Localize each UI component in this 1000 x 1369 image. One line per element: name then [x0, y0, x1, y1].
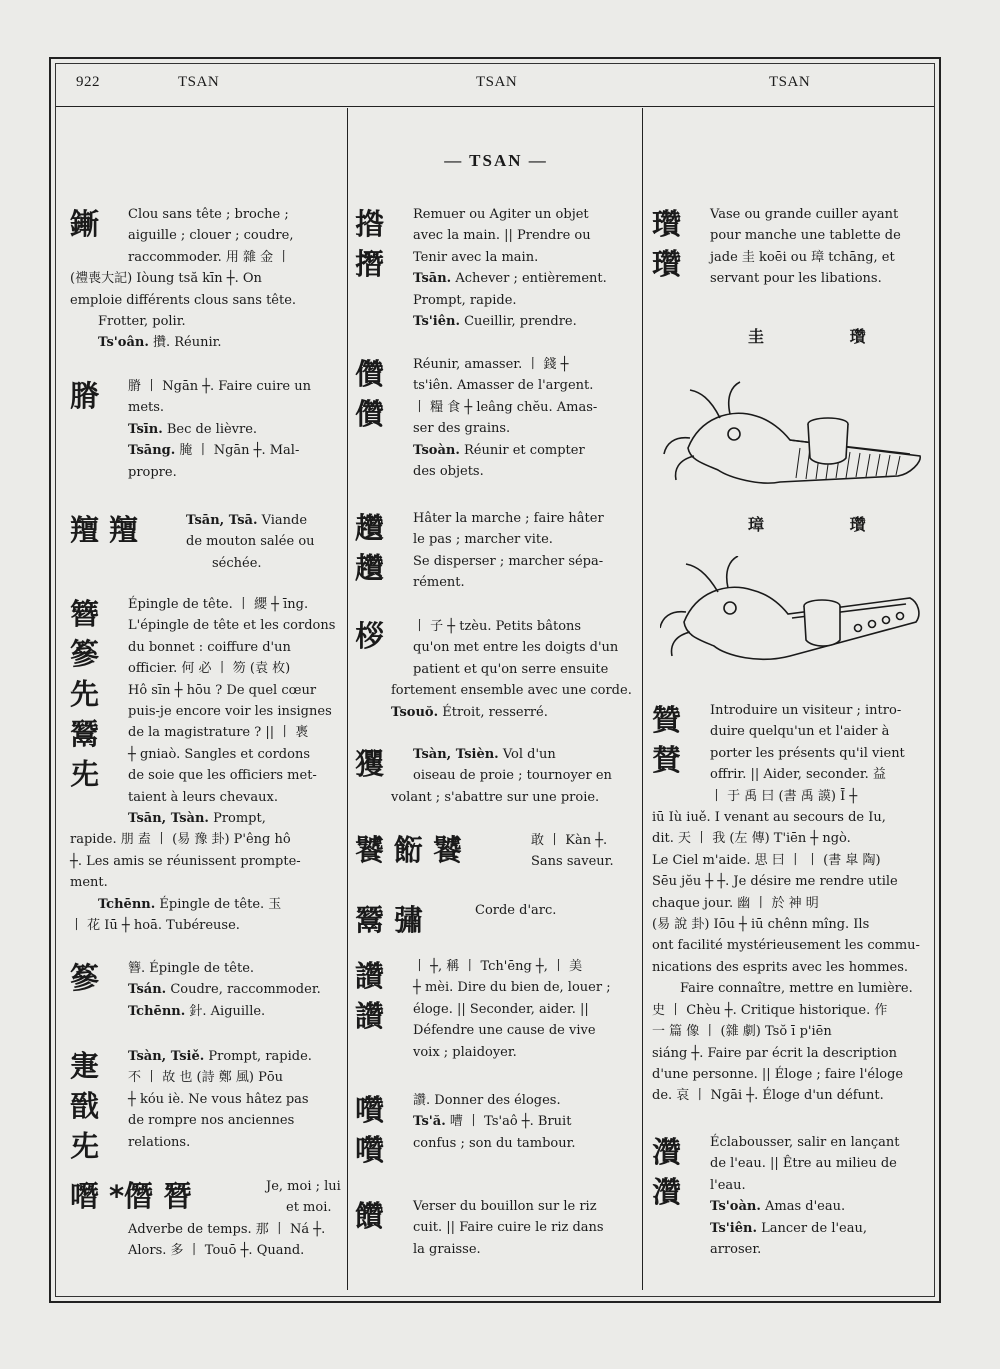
headword: 寁 戩 兂 [70, 1049, 100, 1163]
sub-reading: Ts'oàn. Amas d'eau. [710, 1199, 846, 1215]
definition-line: (易 說 卦) Iōu ┼ iū chênn mîng. Ils [652, 917, 870, 933]
definition-line: pour manche une tablette de [710, 228, 901, 244]
definition-line: de l'eau. || Être au milieu de [710, 1156, 897, 1172]
definition-line: servant pour les libations. [710, 271, 882, 287]
definition-line: Verser du bouillon sur le riz [413, 1199, 597, 1214]
definition-line: 讚. Donner des éloges. [413, 1093, 561, 1108]
entry-col2-6 [355, 830, 637, 873]
sub-reading: Tsān, Tsā. Viande [186, 513, 308, 528]
definition-line: 簪. Épingle de tête. [128, 961, 255, 976]
entry-col2-7 [355, 900, 637, 937]
sub-reading: Tsoàn. Réunir et compter [413, 442, 585, 458]
entry-col2-1 [355, 204, 637, 332]
definition-line: ts'iên. Amasser de l'argent. [413, 378, 594, 394]
definition-line: de mouton salée ou [186, 534, 315, 550]
definition-line: ┼ mèi. Dire du bien de, louer ; [413, 980, 611, 996]
headword: 讚 讚 [355, 959, 385, 1033]
definition-line: duire quelqu'un et l'aider à [710, 724, 890, 740]
definition-line: 丨 子 ┼ tzèu. Petits bâtons [413, 619, 582, 634]
headword: 灒 灒 [652, 1135, 682, 1209]
definition-line: éloge. || Seconder, aider. || [413, 1001, 589, 1017]
entry-col1-1 [70, 204, 342, 354]
header-left-keyword: TSAN [178, 74, 220, 90]
sub-reading: Tsān. Achever ; entièrement. [413, 271, 607, 287]
headword: 饡 [355, 1199, 385, 1233]
definition-line: siáng ┼. Faire par écrit la description [652, 1045, 897, 1061]
definition-line: taient à leurs chevaux. [128, 789, 278, 805]
definition-line: avec la main. || Prendre ou [413, 228, 591, 244]
definition-line: porter les présents qu'il vient [710, 745, 905, 761]
definition-line: Alors. 多 丨 Touō ┼. Quand. [128, 1243, 305, 1259]
definition-line: relations. [128, 1134, 191, 1150]
definition-line: oiseau de proie ; tournoyer en [413, 768, 612, 784]
definition-line: Sans saveur. [531, 854, 614, 870]
entry-col1-4 [70, 594, 342, 937]
entry-col2-10 [355, 1196, 637, 1260]
headword: 瓚 瓚 [652, 207, 682, 281]
sub-reading: Tsīn. Bec de lièvre. [128, 421, 258, 437]
column-rule-2 [642, 108, 643, 1290]
column-3 [652, 108, 928, 1290]
sub-reading: Tsouŏ. Étroit, resserré. [391, 704, 548, 720]
headword: 玃 [355, 747, 385, 781]
headword: 膌 [70, 379, 100, 413]
definition-line: Hô sīn ┼ hōu ? De quel cœur [128, 682, 317, 698]
definition-line: 一 篇 像 丨 (雜 劇) Tsŏ ī p'iēn [652, 1024, 832, 1040]
definition-line: des objets. [413, 464, 484, 480]
definition-line: de soie que les officiers met- [128, 768, 317, 784]
section-title: — TSAN — [444, 151, 548, 170]
sub-reading: Tsàn, Tsièn. Vol d'un [413, 747, 556, 762]
definition-line: volant ; s'abattre sur une proie. [391, 789, 600, 805]
definition-line: chaque jour. 幽 丨 於 神 明 [652, 895, 819, 911]
definition-line: Hâter la marche ; faire hâter [413, 511, 604, 526]
definition-line: propre. [128, 464, 177, 480]
sub-reading: Tchēnn. Épingle de tête. 玉 [98, 896, 282, 912]
sub-reading: Tchēnn. 針. Aiguille. [128, 1003, 266, 1019]
definition-line: Corde d'arc. [475, 903, 557, 918]
entry-col2-2 [355, 354, 637, 482]
definition-line: 膌 丨 Ngān ┼. Faire cuire un [128, 379, 311, 394]
headword: 簪 篸 先 鬵 兂 [70, 597, 100, 791]
definition-line: Sēu jĕu ┼ ┼. Je désire me rendre utile [652, 874, 898, 890]
definition-line: Faire connaître, mettre en lumière. [680, 981, 913, 997]
entry-col3-1 [652, 204, 928, 290]
headword: 鏩 [70, 207, 100, 241]
header-center-keyword: TSAN [476, 74, 518, 90]
entry-col2-5 [355, 744, 637, 808]
definition-line: (禮喪大記) Iòung tsă kīn ┼. On [70, 271, 262, 287]
sub-reading: Ts'iên. Lancer de l'eau, [710, 1220, 868, 1236]
entry-col2-8 [355, 956, 637, 1063]
definition-line: le pas ; marcher vite. [413, 532, 553, 548]
definition-line: rément. [413, 575, 465, 591]
definition-line: confus ; son du tambour. [413, 1135, 576, 1151]
definition-line: aiguille ; clouer ; coudre, [128, 228, 294, 244]
definition-line: officier. 何 必 丨 笏 (袁 枚) [128, 661, 291, 677]
definition-line: d'une personne. || Éloge ; faire l'éloge [652, 1066, 904, 1082]
entry-col1-2 [70, 376, 342, 483]
definition-line: dit. 天 丨 我 (左 傳) T'iēn ┼ ngò. [652, 831, 851, 847]
definition-line: L'épingle de tête et les cordons [128, 618, 336, 634]
definition-line: la graisse. [413, 1241, 481, 1257]
definition-line: ┼. Les amis se réunissent prompte- [70, 853, 301, 869]
dragon-ladle-illustration-2 [660, 556, 930, 674]
definition-line: 敢 丨 Kàn ┼. [531, 833, 608, 848]
sub-reading: Tsān, Tsàn. Prompt, [128, 811, 266, 827]
definition-line: Réunir, amasser. 丨 錢 ┼ [413, 357, 569, 372]
entry-col2-3 [355, 508, 637, 594]
definition-line: séchée. [212, 555, 262, 571]
definition-line: cuit. || Faire cuire le riz dans [413, 1220, 604, 1236]
running-header [56, 70, 934, 104]
definition-line: Le Ciel m'aide. 思 曰 丨 丨 (書 皐 陶) [652, 852, 881, 868]
definition-line: Vase ou grande cuiller ayant [710, 207, 899, 222]
definition-line: offrir. || Aider, seconder. 益 [710, 767, 886, 783]
definition-line: ser des grains. [413, 421, 511, 437]
definition-line: Frotter, polir. [98, 314, 186, 330]
definition-line: 丨 于 禹 曰 (書 禹 謨) Ī ┼ [710, 788, 858, 804]
dragon-ladle-illustration-1 [660, 378, 930, 496]
definition-line: Remuer ou Agiter un objet [413, 207, 589, 222]
definition-line: Clou sans tête ; broche ; [128, 207, 289, 222]
definition-line: Défendre une cause de vive [413, 1023, 596, 1039]
definition-line: 丨 花 Iū ┼ hoā. Tubéreuse. [70, 918, 240, 934]
definition-line: Introduire un visiteur ; intro- [710, 703, 902, 718]
sub-reading: Ts'ă. 嘈 丨 Ts'aô ┼. Bruit [413, 1114, 572, 1130]
definition-line: Tenir avec la main. [413, 249, 539, 265]
sub-reading: Ts'oân. 攢. Réunir. [98, 335, 222, 351]
definition-line: voix ; plaidoyer. [413, 1044, 517, 1060]
headword: 篸 [70, 961, 100, 995]
sub-reading: Tsàn, Tsiě. Prompt, rapide. [128, 1049, 312, 1064]
entry-col3-3 [652, 1132, 928, 1260]
entry-col2-4 [355, 616, 637, 723]
definition-line: patient et qu'on serre ensuite [413, 661, 609, 677]
definition-line: fortement ensemble avec une corde. [391, 683, 632, 699]
definition-line: ┼ kóu iè. Ne vous hâtez pas [128, 1091, 309, 1107]
headword: 噆 *僭 朁 [70, 1179, 193, 1213]
entry-col2-9 [355, 1090, 637, 1167]
definition-line: arroser. [710, 1242, 762, 1258]
header-right-keyword: TSAN [769, 74, 811, 90]
definition-line: Épingle de tête. 丨 纓 ┼ īng. [128, 597, 309, 612]
column-rule-1 [347, 108, 348, 1290]
definition-line: rapide. 朋 盍 丨 (易 豫 卦) P'êng hô [70, 832, 291, 848]
definition-line: Se disperser ; marcher sépa- [413, 553, 604, 569]
definition-line: de. 哀 丨 Ngāi ┼. Éloge d'un défunt. [652, 1088, 884, 1104]
definition-line: ment. [70, 875, 108, 891]
definition-line: Adverbe de temps. 那 丨 Ná ┼. [128, 1221, 326, 1237]
entry-col1-3 [70, 510, 342, 574]
entry-col1-5 [70, 958, 342, 1022]
definition-line: 史 丨 Chèu ┼. Critique historique. 作 [652, 1002, 888, 1018]
column-1 [70, 108, 342, 1290]
definition-line: jade 圭 koēi ou 璋 tchāng, et [710, 249, 895, 265]
headword: 羶 羶 [70, 513, 139, 547]
definition-line: de rompre nos anciennes [128, 1113, 295, 1129]
sub-reading: Tsāng. 腌 丨 Ngān ┼. Mal- [128, 443, 300, 459]
definition-line: ┼ gniaò. Sangles et cordons [128, 746, 310, 762]
entry-col1-6 [70, 1046, 342, 1163]
definition-line: nications des esprits avec les hommes. [652, 959, 909, 975]
definition-line: ont facilité mystérieusement les commu- [652, 938, 920, 954]
column-2 [355, 108, 637, 1290]
entry-col3-2 [652, 700, 928, 1107]
definition-line: Prompt, rapide. [413, 292, 517, 308]
sub-reading: Tsán. Coudre, raccommoder. [128, 982, 321, 998]
definition-line: emploie différents clous sans tête. [70, 292, 297, 308]
definition-line: Je, moi ; lui [266, 1179, 341, 1194]
headword: 贊 賛 [652, 703, 682, 777]
page-number: 922 [76, 74, 100, 90]
headword: 囋 囋 [355, 1093, 385, 1167]
headword: 鬵 彇 [355, 903, 424, 937]
definition-line: l'eau. [710, 1177, 746, 1193]
illustration-caption-2: 璋 瓚 [748, 515, 906, 534]
definition-line: 丨 糧 食 ┼ leâng chĕu. Amas- [413, 399, 598, 415]
definition-line: raccommoder. 用 雜 金 丨 [128, 249, 291, 265]
definition-line: mets. [128, 400, 165, 416]
definition-line: du bonnet : coiffure d'un [128, 639, 291, 655]
definition-line: de la magistrature ? || 丨 褭 [128, 725, 309, 741]
headword: 趲 趲 [355, 511, 385, 585]
definition-line: puis-je encore voir les insignes [128, 704, 332, 720]
headword: 桚 [355, 619, 385, 653]
definition-line: Éclabousser, salir en lançant [710, 1135, 900, 1150]
definition-line: iū Iù iuě. I venant au secours de Iu, [652, 810, 886, 826]
header-rule [56, 106, 934, 107]
headword: 儹 儹 [355, 357, 385, 431]
illustration-caption-1: 圭 瓚 [748, 327, 906, 346]
definition-line: 不 丨 故 也 (詩 鄭 風) Pōu [128, 1070, 284, 1086]
headword: 揝 撍 [355, 207, 385, 281]
entry-col1-7 [70, 1176, 342, 1262]
sub-reading: Ts'iên. Cueillir, prendre. [413, 314, 577, 330]
headword: 饕 餰 饕 [355, 833, 463, 867]
definition-line: 丨 ┼, 稱 丨 Tch'ēng ┼, 丨 美 [413, 959, 583, 974]
definition-line: et moi. [286, 1200, 332, 1216]
definition-line: qu'on met entre les doigts d'un [413, 640, 619, 656]
